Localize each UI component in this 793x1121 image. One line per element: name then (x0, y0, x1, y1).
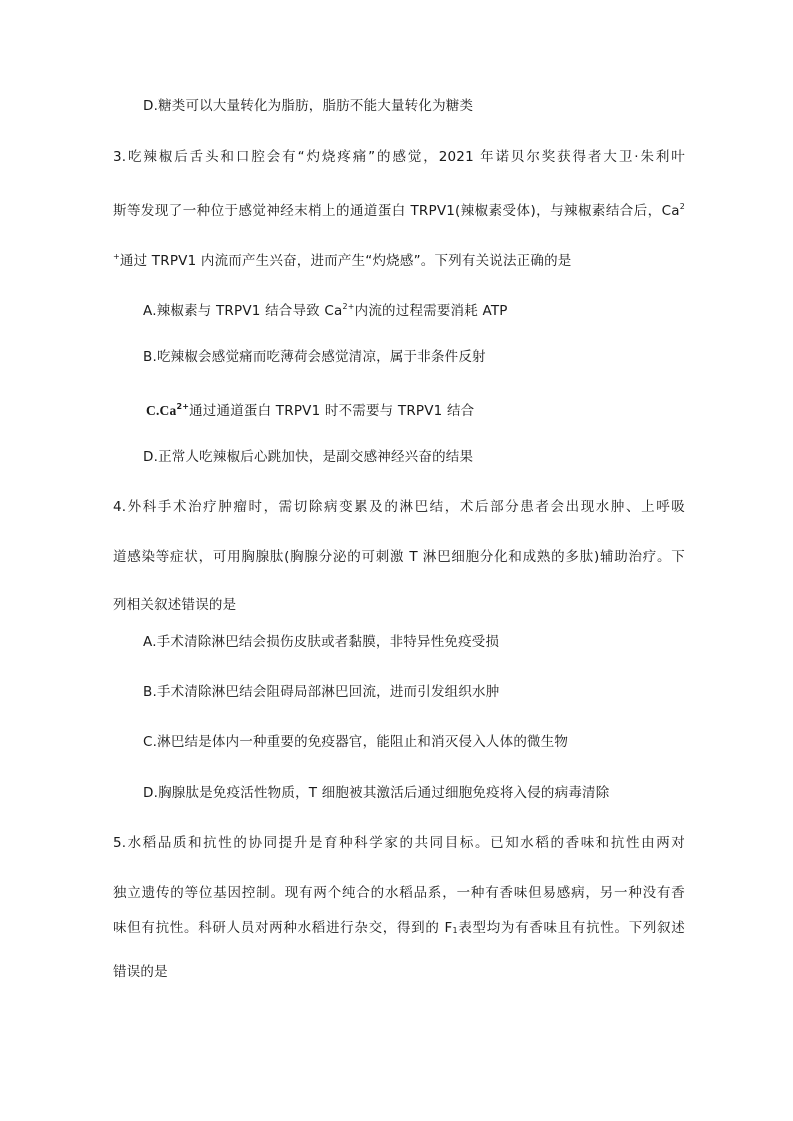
q5-stem-line-3 (113, 919, 685, 940)
q3-option-a (143, 298, 508, 320)
q4-option-c-text: C.淋巴结是体内一种重要的免疫器官，能阻止和消灭侵入人体的微生物 (143, 734, 569, 750)
q3-stem-line-1 (113, 148, 685, 166)
q4-stem-line-1-text: 4.外科手术治疗肿瘤时，需切除病变累及的淋巴结，术后部分患者会出现水肿、上呼吸 (113, 499, 685, 515)
q3-stem-line-2-superscript: 2 (679, 202, 685, 211)
q4-option-a (143, 633, 499, 651)
q3-stem-line-2 (113, 198, 685, 220)
q3-option-b-text: B.吃辣椒会感觉痛而吃薄荷会感觉清凉，属于非条件反射 (143, 349, 486, 365)
q5-stem-line-4-text: 错误的是 (113, 964, 168, 980)
q3-option-c-text-post: 通过通道蛋白 TRPV1 时不需要与 TRPV1 结合 (189, 403, 475, 419)
q5-stem-line-1-text: 5.水稻品质和抗性的协同提升是育种科学家的共同目标。已知水稻的香味和抗性由两对 (113, 835, 685, 851)
q3-option-d-text: D.正常人吃辣椒后心跳加快，是副交感神经兴奋的结果 (143, 449, 474, 465)
q3-stem-line-3 (113, 248, 571, 270)
q3-option-b (143, 348, 486, 366)
q2-option-d-text: D.糖类可以大量转化为脂肪，脂肪不能大量转化为糖类 (143, 98, 474, 114)
q5-stem-line-2 (113, 884, 685, 902)
q5-stem-line-4 (113, 963, 168, 981)
q3-stem-line-3-superscript: + (113, 252, 120, 261)
q3-option-a-superscript: 2+ (342, 302, 355, 311)
q4-option-b-text: B.手术清除淋巴结会阻碍局部淋巴回流，进而引发组织水肿 (143, 684, 500, 700)
q3-stem-line-3-text: 通过 TRPV1 内流而产生兴奋，进而产生“灼烧感”。下列有关说法正确的是 (119, 253, 572, 269)
q3-option-c-text-pre: C.Ca (146, 403, 177, 418)
q5-stem-line-3-subscript: 1 (452, 926, 458, 935)
q4-option-b (143, 683, 499, 701)
q4-stem-line-2 (113, 548, 685, 566)
q3-option-a-text-pre: A.辣椒素与 TRPV1 结合导致 Ca (143, 303, 343, 319)
q3-option-d (143, 448, 473, 466)
q4-stem-line-3-text: 列相关叙述错误的是 (113, 597, 237, 613)
q3-stem-line-1-text: 3.吃辣椒后舌头和口腔会有“灼烧疼痛”的感觉，2021 年诺贝尔奖获得者大卫·朱利叶 (113, 149, 685, 165)
q3-option-c (146, 398, 474, 420)
q4-stem-line-3 (113, 596, 236, 614)
q4-option-d-text: D.胸腺肽是免疫活性物质，T 细胞被其激活后通过细胞免疫将入侵的病毒清除 (143, 785, 610, 801)
q4-option-a-text: A.手术清除淋巴结会损伤皮肤或者黏膜，非特异性免疫受损 (143, 634, 500, 650)
q4-option-d (143, 784, 609, 802)
q5-stem-line-1 (113, 834, 685, 852)
q5-stem-line-3-text-pre: 味但有抗性。科研人员对两种水稻进行杂交，得到的 F (113, 920, 453, 936)
q3-option-a-text-post: 内流的过程需要消耗 ATP (354, 303, 508, 319)
q4-stem-line-1 (113, 498, 685, 516)
q5-stem-line-3-text-post: 表型均为有香味且有抗性。下列叙述 (457, 920, 686, 936)
q3-stem-line-2-text: 斯等发现了一种位于感觉神经末梢上的通道蛋白 TRPV1(辣椒素受体)，与辣椒素结合后，Ca (113, 203, 680, 219)
q4-option-c (143, 733, 568, 751)
q5-stem-line-2-text: 独立遗传的等位基因控制。现有两个纯合的水稻品系，一种有香味但易感病，另一种没有香 (113, 885, 685, 901)
q4-stem-line-2-text: 道感染等症状，可用胸腺肽(胸腺分泌的可刺激 T 淋巴细胞分化和成熟的多肽)辅助治疗。下 (113, 549, 685, 565)
q2-option-d (143, 97, 473, 115)
q3-option-c-superscript: 2+ (176, 402, 190, 411)
